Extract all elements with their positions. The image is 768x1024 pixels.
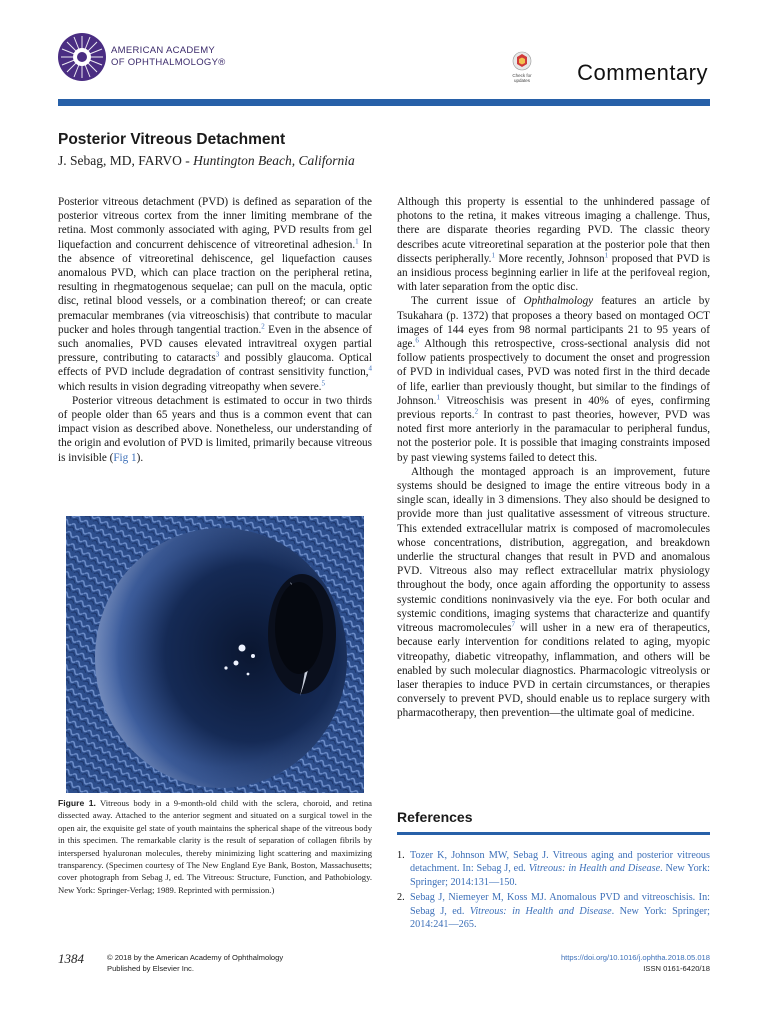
paragraph: [397, 294, 710, 464]
author-affiliation: Huntington Beach, California: [193, 153, 355, 168]
text: In contrast to past theories, however, PVD was noted first more anteriorly in the paramacular to peripheral fundus, not the posterior pole. It is possible that imaging constraints imposed by past viewing systems failed to detect this.: [397, 409, 710, 464]
article-title: Posterior Vitreous Detachment: [58, 131, 286, 148]
text: More recently, Johnson: [494, 252, 605, 265]
text: proposed that PVD is an insidious process beginning earlier in life at the perifoveal region, with later separation from the optic disc.: [397, 252, 710, 294]
text: will usher in a new era of therapeutics, because early intervention for conditions related to aging, myopic vitreopathy, diabetic vitreopathy, inflammation, and others will be enabled by such molecular diagnostics. Pharmacologic vitreolysis or laser therapies to induce PVD in certain circumstances, or therapies conversely to prevent PVD, should enable us to replace surgery with pharmacotherapy, then prevention—the ultimate goal of medicine.: [397, 622, 711, 720]
text: Vitreoschisis was present in 40% of eyes, confirming previous reports.: [397, 394, 710, 422]
organization-name-line1: AMERICAN ACADEMY: [111, 45, 216, 56]
journal-name: Ophthalmology: [523, 295, 594, 308]
right-column: [397, 195, 710, 721]
citation-link[interactable]: 6: [415, 336, 419, 345]
section-label: Commentary: [577, 60, 708, 85]
text: Although the montaged approach is an improvement, future systems should be designed to image the entire vitreous body in a single scan, ideally in 3 dimensions. They also should be designed to provide more than just qualitative assessment of vitreous structure. This extended extracellular matrix is composed of macromolecules whose concentrations, distribution, aggregation, and breakdown underlie the structural changes that result in PVD and anomalous PVD. Vitreous also may reflect extracellular matrix physiology throughout the body, once again affording the opportunity to assess systemic conditions noninvasively via the eye. For both ocular and systemic conditions, imaging systems that characterize and quantify vitreous macromolecules: [397, 465, 710, 635]
doi-block: [561, 952, 710, 974]
reference-text: Tozer K, Johnson MW, Sebag J. Vitreous aging and posterior vitreous detachment. In: Sebag J, ed.: [410, 850, 710, 875]
organization-name: [111, 45, 226, 69]
author-line: [58, 153, 355, 169]
paragraph: [397, 195, 710, 294]
text: Posterior vitreous detachment is estimated to occur in two thirds of people older than 65 years and thus is a common event that can impact vision as described above. Nonetheless, our understanding of the origin and evolution of PVD is limited, primarily because vitreous is invisible (: [58, 394, 372, 464]
badge-line1: Check for: [512, 73, 532, 78]
citation-link[interactable]: 4: [368, 364, 372, 373]
issn-line: ISSN 0161-6420/18: [643, 964, 710, 973]
reference-book-title: Vitreous: in Health and Disease: [528, 863, 661, 875]
citation-link[interactable]: 2: [261, 322, 265, 331]
reference-text: Sebag J, Niemeyer M, Koss MJ. Anomalous PVD and vitreoschisis. In: Sebag J, ed.: [410, 892, 710, 917]
reference-number: 2.: [397, 892, 405, 904]
text: which results in vision degrading vitreopathy when severe.: [58, 380, 322, 393]
reference-text: . New York: Springer; 2014:131—150.: [410, 863, 711, 888]
figure-caption: [58, 797, 372, 896]
reference-book-title: Vitreous: in Health and Disease: [469, 905, 612, 917]
reference-text: . New York: Springer; 2014:241—265.: [410, 905, 710, 931]
figure-vitreous-photo: [66, 516, 364, 793]
check-for-updates-label[interactable]: [508, 73, 536, 83]
text: Even in the absence of such anomalies, PVD causes elevated intravitreal oxygen partial pressure, contributing to cataracts: [58, 323, 372, 365]
page-number: 1384: [58, 951, 84, 966]
paragraph: [397, 465, 710, 721]
text: features an article by Tsukahara (p. 1372) that proposes a theory based on montaged OCT images of 144 eyes from 98 normal participants 21 to 95 years of age.: [397, 295, 710, 351]
paragraph: [58, 394, 372, 465]
citation-link[interactable]: 3: [215, 350, 220, 359]
reference-list: [397, 849, 710, 933]
badge-line2: updates: [513, 78, 530, 83]
text: and possibly glaucoma. Optical effects of PVD include degradation of contrast sensitivity function,: [58, 352, 372, 379]
figure-link[interactable]: Fig 1: [113, 451, 137, 464]
left-column: [58, 195, 372, 465]
header-divider: [58, 99, 710, 106]
paragraph: [58, 195, 372, 394]
citation-link[interactable]: 1: [436, 393, 440, 402]
publisher-line: Published by Elsevier Inc.: [107, 964, 194, 973]
doi-link[interactable]: https://doi.org/10.1016/j.ophtha.2018.05.018: [560, 953, 710, 962]
reference-item[interactable]: [397, 849, 710, 889]
citation-link[interactable]: 1: [491, 251, 495, 260]
text: The current issue of: [411, 295, 524, 308]
author-name: J. Sebag, MD, FARVO -: [58, 153, 194, 168]
citation-link[interactable]: 1: [604, 251, 609, 260]
citation-link[interactable]: 2: [474, 407, 479, 416]
aao-logo: [57, 32, 107, 82]
copyright-block: [107, 952, 283, 974]
references-divider: [397, 832, 710, 835]
figure-caption-text: Vitreous body in a 9-month-old child with the sclera, choroid, and retina dissected away. Attached to the anterior segment and situated on a surgical towel in the open air, the exquisite gel state of youth maintains the spherical shape of the vitreous body in this specimen. The remarkable clarity is the result of separation of collagen fibrils by interspersed hyaluronan molecules, thereby minimizing light scattering and maximizing transparency. (Specimen courtesy of The New England Eye Bank, Boston, Massachusetts; cover photograph from Sebag J, ed. The Vitreous: Structure, Function, and Pathobiology. New York: Springer-Verlag; 1989. Reprinted with permission.): [58, 798, 372, 895]
text: Although this retrospective, cross-sectional analysis did not follow patients prospectively to document the onset and progression of PVD in individual cases, PVD was noted first in the third decade of life, earlier than previously thought, but similar to the findings of Johnson.: [397, 338, 710, 407]
text: Posterior vitreous detachment (PVD) is defined as separation of the posterior vitreous cortex from the inner limiting membrane of the retina. Most commonly associated with aging, PVD results from gel liquefaction and concurrent dehiscence of vitreoretinal adhesion.: [58, 196, 372, 251]
text: In the absence of vitreoretinal dehiscence, gel liquefaction causes anomalous PVD, which can place traction on the peripheral retina, resulting in rhegmatogenous sequelae; can pull on the macula, optic disc, retinal blood vessels, or a combination thereof; or can create premacular membranes (via vitreoschisis) that contribute to macular pucker and holes through tangential traction.: [58, 238, 372, 336]
citation-link[interactable]: 5: [321, 378, 325, 387]
figure-label: Figure 1.: [58, 798, 96, 808]
reference-item[interactable]: [397, 891, 710, 931]
text: Although this property is essential to the unhindered passage of photons to the retina, it makes vitreous imaging a challenge. Thus, there are disparate theories regarding PVD. The classic theory describes acute vitreoretinal separation at the posterior pole that then dissects peripherally.: [397, 196, 710, 265]
references-heading: References: [397, 809, 473, 825]
organization-name-line2: OF OPHTHALMOLOGY®: [111, 57, 226, 68]
citation-link[interactable]: 7: [511, 620, 516, 629]
reference-number: 1.: [397, 850, 405, 861]
text: ).: [136, 451, 144, 464]
citation-link[interactable]: 1: [355, 236, 359, 245]
copyright-line: © 2018 by the American Academy of Ophthalmology: [107, 953, 284, 962]
